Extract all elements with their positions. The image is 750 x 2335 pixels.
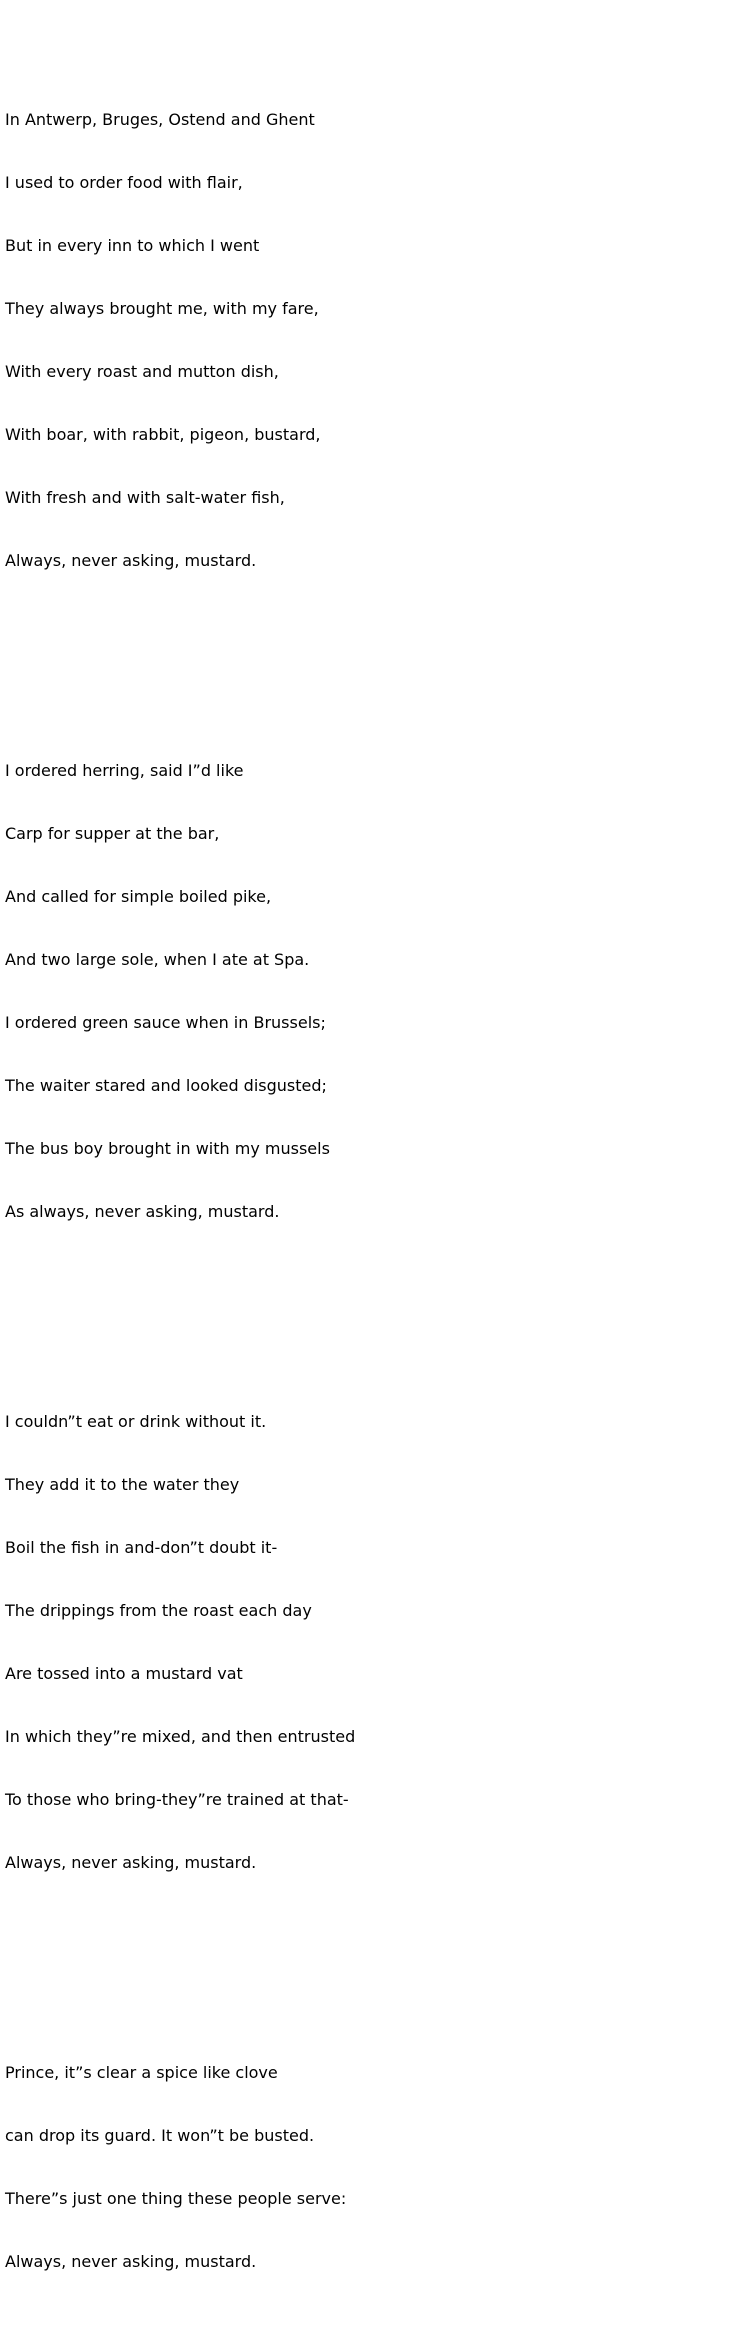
poem-line: Boil the fish in and-don”t doubt it- [5,1538,278,1557]
poem-line: In Antwerp, Bruges, Ostend and Ghent [5,110,315,129]
poem-line: I ordered herring, said I”d like [5,761,244,780]
poem-line: Are tossed into a mustard vat [5,1664,243,1683]
poem-line: As always, never asking, mustard. [5,1202,280,1221]
poem-line: With boar, with rabbit, pigeon, bustard, [5,425,321,444]
poem-line: can drop its guard. It won”t be busted. [5,2126,315,2145]
poem-line: And two large sole, when I ate at Spa. [5,950,310,969]
poem-line: But in every inn to which I went [5,236,260,255]
poem-line: There”s just one thing these people serve: [5,2189,347,2208]
poem-text [5,25,355,2335]
poem-line: In which they”re mixed, and then entrusted [5,1727,356,1746]
poem-line: Carp for supper at the bar, [5,824,220,843]
poem-line: With fresh and with salt-water fish, [5,488,285,507]
poem-line: I ordered green sauce when in Brussels; [5,1013,326,1032]
poem-line: They add it to the water they [5,1475,240,1494]
stanza-1 [5,67,355,613]
poem-line: Prince, it”s clear a spice like clove [5,2063,278,2082]
poem-line: I couldn”t eat or drink without it. [5,1412,267,1431]
poem-line: Always, never asking, mustard. [5,1853,257,1872]
poem-line: Always, never asking, mustard. [5,551,257,570]
poem-line: The waiter stared and looked disgusted; [5,1076,327,1095]
poem-line: Always, never asking, mustard. [5,2252,257,2271]
stanza-divider [5,1306,355,1327]
poem-line: I used to order food with flair, [5,173,243,192]
stanza-divider [5,655,355,676]
poem-line: They always brought me, with my fare, [5,299,319,318]
poem-line: The drippings from the roast each day [5,1601,312,1620]
stanza-4 [5,2020,355,2314]
poem-line: And called for simple boiled pike, [5,887,272,906]
stanza-3 [5,1369,355,1915]
poem-line: With every roast and mutton dish, [5,362,279,381]
poem-line: To those who bring-they”re trained at that- [5,1790,349,1809]
stanza-divider [5,1957,355,1978]
stanza-2 [5,718,355,1264]
poem-line: The bus boy brought in with my mussels [5,1139,330,1158]
